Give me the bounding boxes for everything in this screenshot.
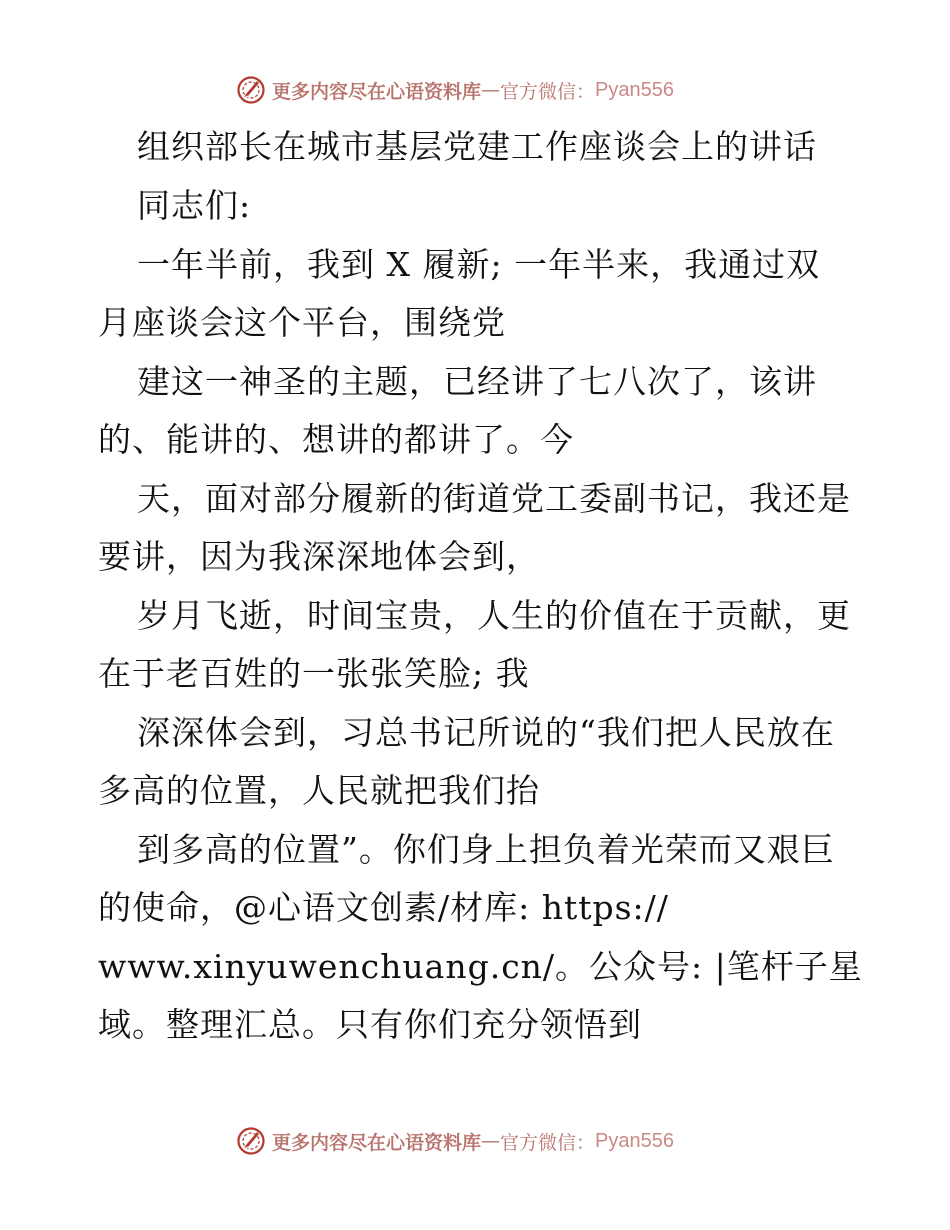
text-line: 的使命，@心语文创素/材库: https:// [98,888,669,927]
banner-main-text: 更多内容尽在心语资料库 [272,1131,482,1154]
text-line: 月座谈会这个平台，围绕党 [98,303,506,342]
document-title: 组织部长在城市基层党建工作座谈会上的讲话 [137,127,817,166]
brush-pen-logo-icon [236,75,266,105]
banner-wechat-label: 官方微信： [500,1131,596,1154]
text-line: 的、能讲的、想讲的都讲了。今 [98,420,574,459]
text-line: 域。整理汇总。只有你们充分领悟到 [98,1005,642,1044]
text-line: 建这一神圣的主题，已经讲了七八次了，该讲 [137,362,817,401]
text-line: 岁月飞逝，时间宝贵，人生的价值在于贡献，更 [137,596,851,635]
banner-wechat-id: Pyan556 [595,1129,674,1152]
text-line: 同志们: [137,186,252,225]
text-line: 多高的位置，人民就把我们抬 [98,771,540,810]
text-line: www.xinyuwenchuang.cn/。公众号: |笔杆子星 [98,947,863,986]
banner-separator: — [481,79,501,101]
text-line: 一年半前，我到 X 履新; 一年半来，我通过双 [137,245,821,284]
banner-separator: — [481,1130,501,1152]
footer-banner [236,1124,674,1158]
text-line: 要讲，因为我深深地体会到， [98,537,540,576]
banner-wechat-label: 官方微信： [500,80,596,103]
text-line: 天，面对部分履新的街道党工委副书记，我还是 [137,479,851,518]
banner-main-text: 更多内容尽在心语资料库 [272,80,482,103]
banner-wechat-id: Pyan556 [595,78,674,101]
text-line: 到多高的位置”。你们身上担负着光荣而又艰巨 [137,830,835,869]
text-line: 在于老百姓的一张张笑脸; 我 [98,654,530,693]
header-banner [236,73,674,107]
text-line: 深深体会到，习总书记所说的“我们把人民放在 [137,713,835,752]
brush-pen-logo-icon [236,1126,266,1156]
